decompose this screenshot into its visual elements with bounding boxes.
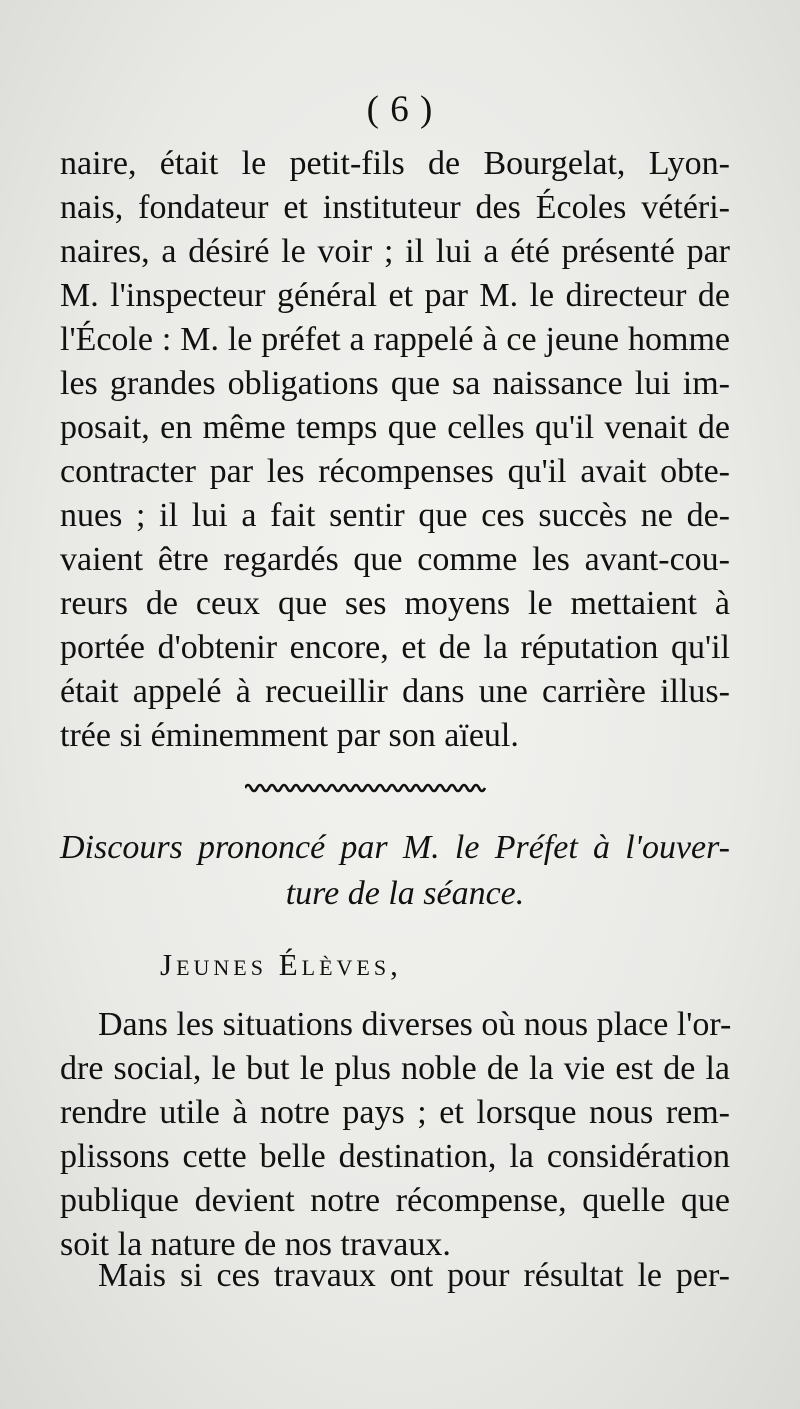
text-line: naire, était le petit-fils de Bourgelat, Lyon- [60, 145, 730, 182]
salutation: Jeunes Élèves, [160, 947, 402, 982]
text-line: reurs de ceux que ses moyens le mettaient à [60, 585, 730, 622]
text-line: M. l'inspecteur général et par M. le directeur de [60, 277, 730, 314]
text-line: nues ; il lui a fait sentir que ces succès ne de- [60, 497, 730, 534]
text-line: plissons cette belle destination, la considération [60, 1138, 730, 1175]
wavy-rule-ornament [245, 781, 487, 795]
text-line: Mais si ces travaux ont pour résultat le per- [98, 1257, 730, 1294]
text-line: contracter par les récompenses qu'il avait obte- [60, 453, 730, 490]
text-line: Dans les situations diverses où nous place l'or- [98, 1006, 732, 1043]
text-line: nais, fondateur et instituteur des Écoles vétéri- [60, 189, 730, 226]
heading-line: Discours prononcé par M. le Préfet à l'ouver- [60, 829, 730, 866]
text-line: soit la nature de nos travaux. [60, 1226, 451, 1263]
text-line: posait, en même temps que celles qu'il venait de [60, 409, 730, 446]
text-line: rendre utile à notre pays ; et lorsque nous rem- [60, 1094, 730, 1131]
text-line: portée d'obtenir encore, et de la réputation qu'il [60, 629, 730, 666]
text-line: naires, a désiré le voir ; il lui a été présenté par [60, 233, 730, 270]
text-line: publique devient notre récompense, quelle que [60, 1182, 730, 1219]
discours-heading [60, 825, 730, 917]
text-line: les grandes obligations que sa naissance lui im- [60, 365, 730, 402]
heading-line: ture de la séance. [285, 875, 525, 912]
text-line: vaient être regardés que comme les avant-cou- [60, 541, 730, 578]
text-line: l'École : M. le préfet a rappelé à ce jeune homme [60, 321, 730, 358]
text-line: trée si éminemment par son aïeul. [60, 717, 519, 754]
paragraph [60, 1003, 730, 1267]
page-number: ( 6 ) [366, 89, 434, 130]
text-line: dre social, le but le plus noble de la vie est de la [60, 1050, 730, 1087]
text-line: était appelé à recueillir dans une carrière illus- [60, 673, 730, 710]
paragraph-continuation [60, 142, 730, 758]
paragraph [60, 1254, 730, 1298]
